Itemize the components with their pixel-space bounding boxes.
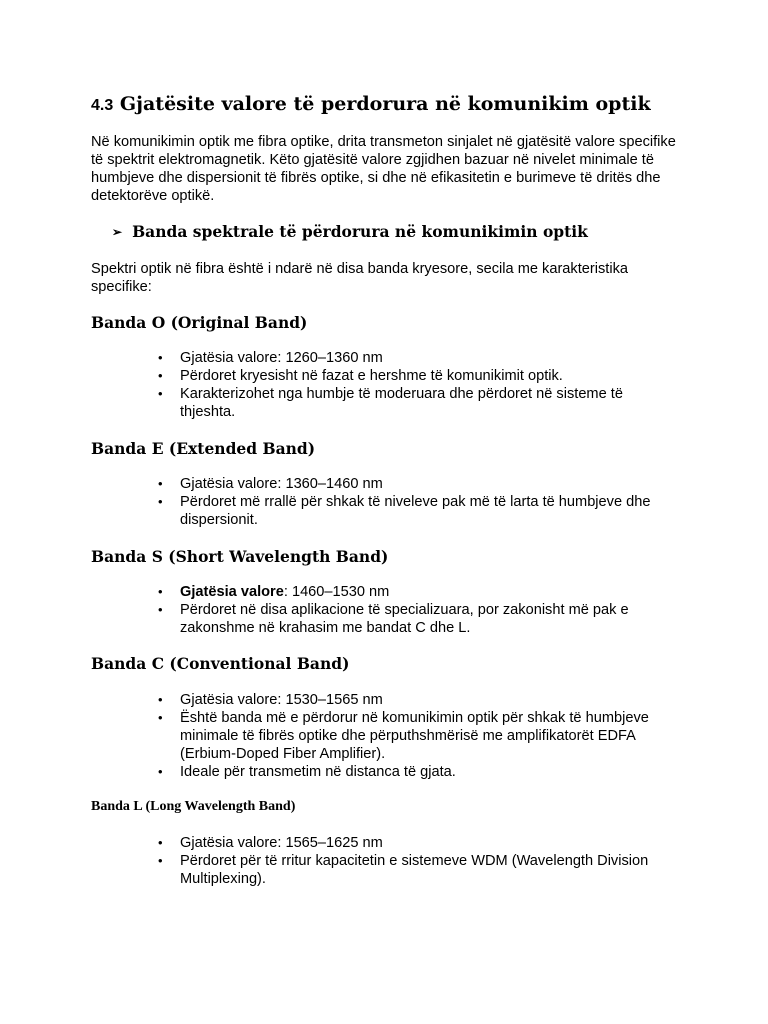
list-item: • Karakterizohet nga humbje të moderuara dhe përdoret në sisteme të thjeshta. <box>158 385 668 421</box>
band-o-title: Banda O (Original Band) <box>91 313 308 332</box>
band-c-title: Banda C (Conventional Band) <box>91 654 350 673</box>
list-item: • Përdoret në disa aplikacione të specializuara, por zakonisht më pak e zakonshme në krahasim me bandat C dhe L. <box>158 601 668 637</box>
band-e-title: Banda E (Extended Band) <box>91 439 316 458</box>
subheading <box>112 222 588 241</box>
subheading-text: Banda spektrale të përdorura në komunikimin optik <box>132 222 588 241</box>
list-item: • Gjatësia valore: 1530–1565 nm <box>158 691 668 709</box>
list-item: • Ideale për transmetim në distanca të gjata. <box>158 763 668 781</box>
band-o-list <box>158 349 668 421</box>
section-number: 4.3 <box>91 97 114 114</box>
intro-paragraph: Në komunikimin optik me fibra optike, drita transmeton sinjalet në gjatësitë valore specifike të spektrit elektromagnetik. Këto gjatësitë valore zgjidhen bazuar në nivelet minimale të humbjeve dhe dispersionit të fibrës optike, si dhe në efikasitetin e burimeve të dritës dhe detektorëve optikë. <box>91 134 676 204</box>
list-item: • Gjatësia valore: 1565–1625 nm <box>158 834 668 852</box>
bands-intro-paragraph: Spektri optik në fibra është i ndarë në disa banda kryesore, secila me karakteristika specifike: <box>91 261 628 295</box>
band-s-list <box>158 583 668 637</box>
list-item: • Përdoret për të rritur kapacitetin e sistemeve WDM (Wavelength Division Multiplexing). <box>158 852 668 888</box>
list-item: • Gjatësia valore: 1260–1360 nm <box>158 349 668 367</box>
band-l-title: Banda L (Long Wavelength Band) <box>91 799 296 814</box>
band-s-title: Banda S (Short Wavelength Band) <box>91 547 389 566</box>
section-title-text: Gjatësite valore të perdorura në komunikim optik <box>119 93 651 115</box>
list-item: • Përdoret më rrallë për shkak të niveleve pak më të larta të humbjeve dhe dispersionit. <box>158 493 668 529</box>
list-item <box>158 583 668 601</box>
bold-label: Gjatësia valore <box>180 584 284 600</box>
band-l-list <box>158 834 668 888</box>
arrow-bullet-icon: ➢ <box>112 225 123 239</box>
value-text: : 1460–1530 nm <box>283 584 390 600</box>
list-item: • Është banda më e përdorur në komunikimin optik për shkak të humbjeve minimale të fibrës optike dhe përputhshmërisë me amplifikatorët EDFA (Erbium-Doped Fiber Amplifier). <box>158 709 668 763</box>
section-title <box>91 93 651 115</box>
list-item: • Gjatësia valore: 1360–1460 nm <box>158 475 668 493</box>
band-e-list <box>158 475 668 529</box>
list-item: • Përdoret kryesisht në fazat e hershme të komunikimit optik. <box>158 367 668 385</box>
band-c-list <box>158 691 668 781</box>
